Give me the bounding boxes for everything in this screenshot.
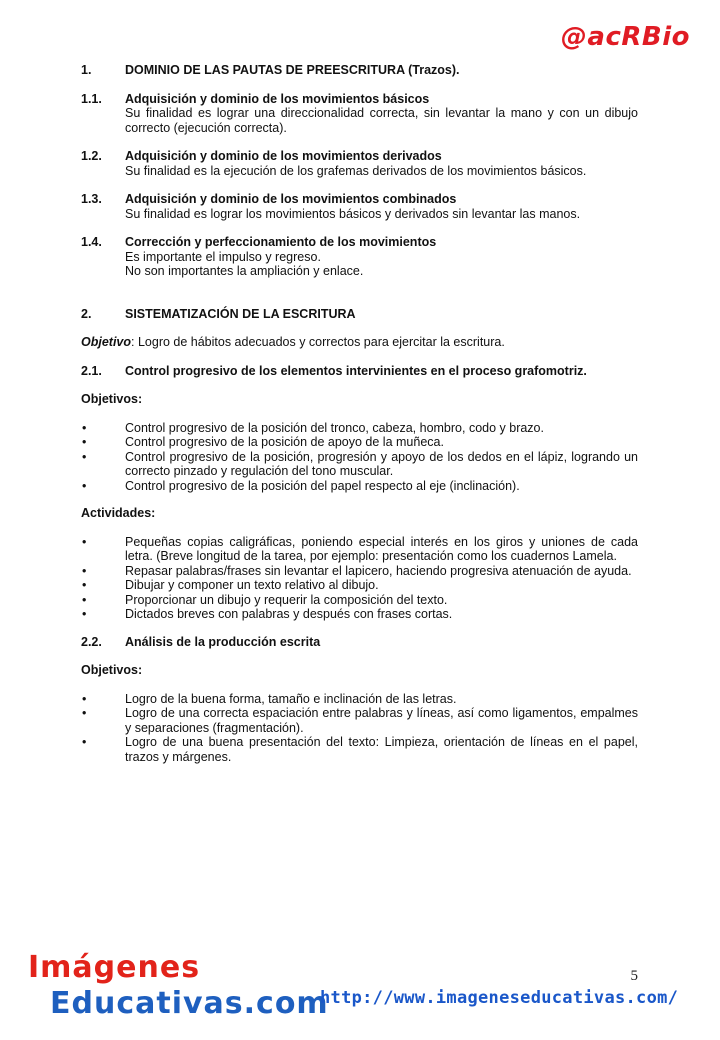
objectives-heading: Objetivos: [81,392,143,406]
objectives-list [81,421,638,494]
section-2 [81,307,638,322]
list-item: • Repasar palabras/frases sin levantar el lapicero, haciendo progresiva atenuación de ayuda. [82,563,632,578]
section-title: Control progresivo de los elementos intervinientes en el proceso grafomotriz. [125,363,587,378]
document-body [81,63,638,777]
list-item: • Logro de una correcta espaciación entre palabras y líneas, así como ligamentos, empalmes y separaciones (fragmentación). [82,706,638,735]
bullet: • [82,706,87,720]
section-2-1 [81,364,638,379]
list-item: • Control progresivo de la posición del papel respecto al eje (inclinación). [82,478,520,493]
section-title: Adquisición y dominio de los movimientos básicos [125,91,430,106]
section-title: SISTEMATIZACIÓN DE LA ESCRITURA [125,306,356,321]
objectives-list [81,692,638,765]
section-number: 2. [81,306,92,321]
bullet: • [82,691,87,706]
bullet: • [82,534,87,549]
objective-line [81,335,638,350]
page-number: 5 [630,968,638,984]
objectives-heading: Objetivos: [81,663,143,677]
bullet: • [82,578,87,592]
bullet: • [82,607,87,621]
brand-line-1: Imágenes [28,950,201,985]
list-item: • Control progresivo de la posición de apoyo de la muñeca. [82,435,444,449]
bullet: • [82,435,87,449]
bullet: • [82,478,87,493]
activities-heading: Actividades: [81,506,156,520]
brand-logo [28,950,329,1022]
list-item: • Control progresivo de la posición del tronco, cabeza, hombro, codo y brazo. [82,420,544,435]
list-item: • Logro de la buena forma, tamaño e inclinación de las letras. [82,691,457,706]
section-1 [81,63,638,78]
section-number: 1.4. [81,235,102,249]
bullet: • [82,563,87,578]
list-item: • Pequeñas copias caligráficas, poniendo especial interés en los giros y uniones de cada letra. (Breve longitud de la tarea, por ejemplo: presentación como los cuadernos Lamela. [82,534,638,563]
section-text: Su finalidad es lograr una direccionalidad correcta, sin levantar la mano y con un dibujo correcto (ejecución correcta). [125,106,638,135]
watermark-logo: @acRBio [560,22,690,52]
bullet: • [82,735,87,749]
section-title: Corrección y perfeccionamiento de los movimientos [125,235,437,249]
list-item: • Dibujar y componer un texto relativo al dibujo. [82,578,379,592]
list-item: • Logro de una buena presentación del texto: Limpieza, orientación de líneas en el papel, trazos y márgenes. [82,735,638,764]
section-1-2 [81,149,638,178]
section-text-line: Es importante el impulso y regreso. [125,249,321,264]
section-1-1 [81,92,638,136]
section-text-line: No son importantes la ampliación y enlace. [125,264,364,278]
list-item: • Control progresivo de la posición, progresión y apoyo de los dedos en el lápiz, logrando un correcto pinzado y regulación del tono muscular. [82,449,638,478]
objective-label: Objetivo [81,335,132,349]
section-number: 1. [81,63,92,77]
footer-url-link[interactable]: http://www.imageneseducativas.com/ [320,988,679,1008]
list-item: • Dictados breves con palabras y después con frases cortas. [82,607,453,621]
bullet: • [82,420,87,435]
section-1-3 [81,192,638,221]
section-text: Su finalidad es lograr los movimientos básicos y derivados sin levantar las manos. [125,206,581,221]
section-1-4 [81,235,638,279]
section-title: DOMINIO DE LAS PAUTAS DE PREESCRITURA (Trazos). [125,63,460,77]
section-title: Adquisición y dominio de los movimientos derivados [125,149,442,163]
objective-text: : Logro de hábitos adecuados y correctos para ejercitar la escritura. [131,335,505,349]
list-item: • Proporcionar un dibujo y requerir la composición del texto. [82,592,448,607]
section-title: Adquisición y dominio de los movimientos combinados [125,192,457,206]
section-number: 1.3. [81,192,102,206]
bullet: • [82,592,87,607]
section-number: 1.1. [81,91,102,106]
section-number: 2.1. [81,363,102,378]
bullet: • [82,449,87,464]
section-2-2 [81,635,638,650]
section-number: 2.2. [81,634,102,649]
section-title: Análisis de la producción escrita [125,634,321,649]
section-text: Su finalidad es la ejecución de los grafemas derivados de los movimientos básicos. [125,163,587,178]
brand-line-2: Educativas.com [50,986,329,1021]
activities-list [81,535,638,622]
section-number: 1.2. [81,149,102,163]
